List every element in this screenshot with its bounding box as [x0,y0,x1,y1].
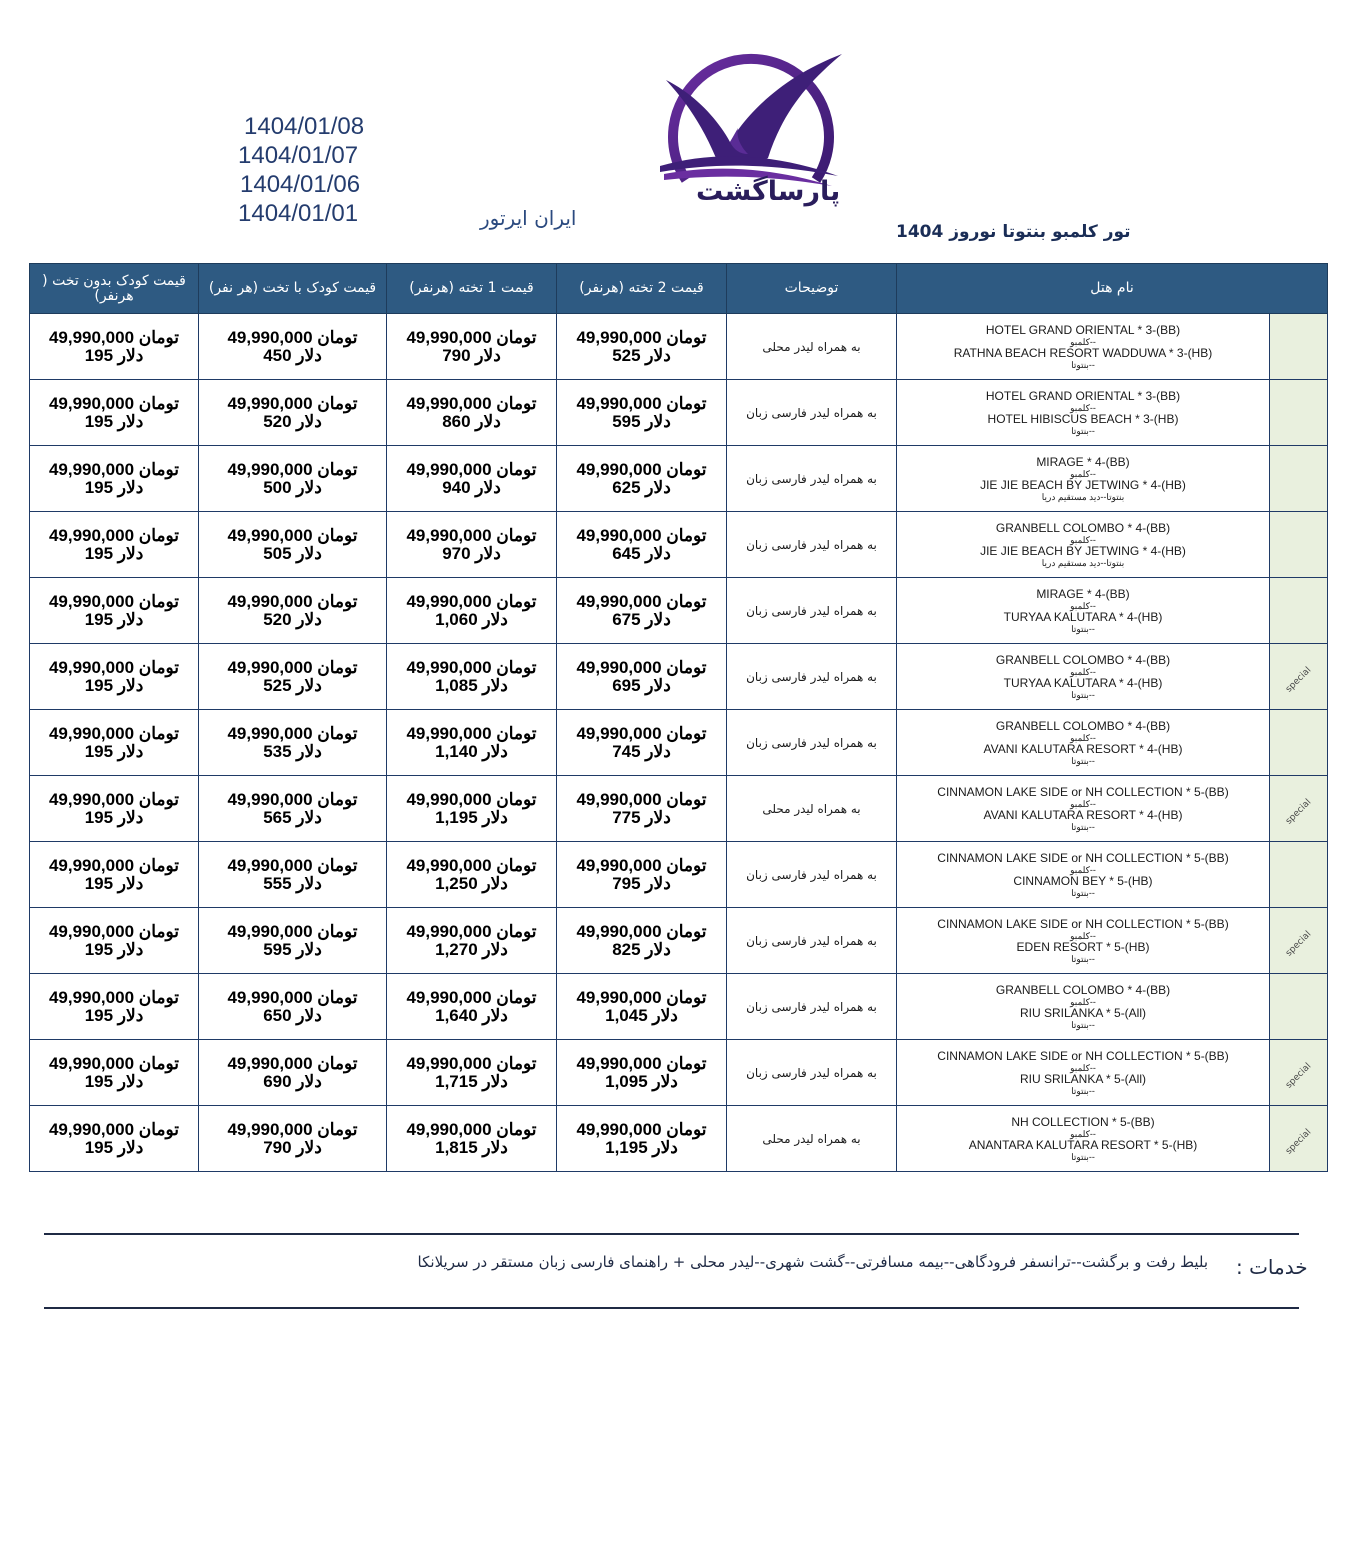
price-dollar: دلار 525 [263,675,322,695]
price-dollar: دلار 500 [263,477,322,497]
special-label: special [1283,797,1314,827]
price-dollar: دلار 970 [442,543,501,563]
city-colombo: --کلمبو [1070,402,1096,413]
double-price-cell [557,1106,727,1172]
price-dollar: دلار 1,060 [435,609,508,629]
hotel-bentota: CINNAMON BEY * 5-(HB) [1013,873,1153,888]
description-cell: به همراه لیدر فارسی زبان [727,908,897,974]
table-row [30,446,1328,512]
description-cell: به همراه لیدر محلی [727,776,897,842]
hotel-cell [897,776,1270,842]
hotel-bentota: EDEN RESORT * 5-(HB) [1016,939,1150,954]
child-nobed-price-cell [30,1106,199,1172]
description-cell: به همراه لیدر فارسی زبان [727,446,897,512]
city-bentota: --بنتوتا [1071,689,1095,700]
hotel-bentota: AVANI KALUTARA RESORT * 4-(HB) [983,807,1183,822]
hotel-cell [897,1040,1270,1106]
price-toman: تومان 49,990,000 [576,657,707,677]
child-nobed-price-cell [30,710,199,776]
special-label: special [1283,1061,1314,1091]
special-cell [1270,974,1328,1040]
price-toman: تومان 49,990,000 [227,657,358,677]
description-cell: به همراه لیدر فارسی زبان [727,644,897,710]
col-child-nobed-price: قیمت کودک بدون تخت ( هرنفر) [30,264,199,314]
child-bed-price-cell [199,974,387,1040]
price-toman: تومان 49,990,000 [48,327,180,347]
child-bed-price-cell [199,644,387,710]
price-dollar: دلار 595 [263,939,322,959]
hotel-colombo: GRANBELL COLOMBO * 4-(BB) [995,718,1171,733]
price-toman: تومان 49,990,000 [576,789,707,809]
child-nobed-price-cell [30,578,199,644]
price-dollar: دلار 790 [263,1137,322,1157]
hotel-cell [897,578,1270,644]
price-dollar: دلار 790 [442,345,501,365]
child-bed-price-cell [199,1040,387,1106]
price-dollar: دلار 1,815 [435,1137,508,1157]
hotel-bentota: AVANI KALUTARA RESORT * 4-(HB) [983,741,1183,756]
special-cell [1270,644,1328,710]
child-nobed-price-cell [30,776,199,842]
child-nobed-price-cell [30,974,199,1040]
child-bed-price-cell [199,710,387,776]
price-dollar: دلار 1,640 [435,1005,508,1025]
special-label: special [1283,929,1314,959]
price-toman: تومان 49,990,000 [227,393,358,413]
single-price-cell [387,314,557,380]
services-text: بلیط رفت و برگشت--ترانسفر فرودگاهی--بیمه مسافرتی--گشت شهری--لیدر محلی + راهنمای فارسی زبان مستقر در سریلانکا [417,1253,1208,1271]
price-toman: تومان 49,990,000 [48,987,180,1007]
special-label: special [1283,665,1314,695]
price-toman: تومان 49,990,000 [227,327,358,347]
child-bed-price-cell [199,512,387,578]
double-price-cell [557,776,727,842]
price-toman: تومان 49,990,000 [576,987,707,1007]
city-bentota: --بنتوتا [1071,755,1095,766]
price-dollar: دلار 795 [612,873,671,893]
hotel-cell [897,974,1270,1040]
single-price-cell [387,512,557,578]
price-dollar: دلار 505 [263,543,322,563]
hotel-cell [897,710,1270,776]
child-nobed-price-cell [30,842,199,908]
hotel-colombo: NH COLLECTION * 5-(BB) [1011,1114,1155,1129]
table-row [30,908,1328,974]
price-toman: تومان 49,990,000 [576,591,707,611]
city-colombo: --کلمبو [1070,732,1096,743]
price-dollar: دلار 675 [612,609,671,629]
double-price-cell [557,314,727,380]
price-dollar: دلار 595 [612,411,671,431]
col-hotel-name: نام هتل [897,264,1328,314]
price-dollar: دلار 195 [84,609,144,629]
table-row [30,1040,1328,1106]
special-cell [1270,842,1328,908]
price-dollar: دلار 1,140 [435,741,508,761]
city-colombo: --کلمبو [1070,996,1096,1007]
special-label: special [1283,1127,1314,1157]
price-dollar: دلار 1,045 [605,1005,678,1025]
hotel-cell [897,908,1270,974]
price-dollar: دلار 195 [84,1137,144,1157]
price-toman: تومان 49,990,000 [576,459,707,479]
special-cell [1270,1106,1328,1172]
child-nobed-price-cell [30,644,199,710]
col-description: توضیحات [727,264,897,314]
price-toman: تومان 49,990,000 [406,921,537,941]
double-price-cell [557,512,727,578]
child-bed-price-cell [199,1106,387,1172]
price-dollar: دلار 860 [442,411,501,431]
hotel-bentota: RIU SRILANKA * 5-(All) [1019,1071,1147,1086]
price-dollar: دلار 195 [84,1071,144,1091]
double-price-cell [557,380,727,446]
double-price-cell [557,908,727,974]
description-cell: به همراه لیدر فارسی زبان [727,974,897,1040]
description-cell: به همراه لیدر فارسی زبان [727,710,897,776]
city-bentota: بنتوتا--دید مستقیم دریا [1041,491,1125,502]
price-dollar: دلار 1,270 [435,939,508,959]
single-price-cell [387,1106,557,1172]
price-toman: تومان 49,990,000 [406,855,537,875]
table-row [30,1106,1328,1172]
price-dollar: دلار 745 [612,741,671,761]
hotel-cell [897,314,1270,380]
date-2: 1404/01/07 [238,142,359,169]
hotel-colombo: HOTEL GRAND ORIENTAL * 3-(BB) [985,388,1181,403]
price-toman: تومان 49,990,000 [406,1119,537,1139]
city-colombo: --کلمبو [1070,1128,1096,1139]
hotel-colombo: CINNAMON LAKE SIDE or NH COLLECTION * 5-(BB) [937,784,1229,799]
table-row [30,644,1328,710]
price-dollar: دلار 195 [84,939,144,959]
price-toman: تومان 49,990,000 [406,723,537,743]
price-dollar: دلار 195 [84,873,144,893]
table-row [30,512,1328,578]
hotel-cell [897,1106,1270,1172]
city-colombo: --کلمبو [1070,600,1096,611]
table-header-row [30,264,1328,314]
city-colombo: --کلمبو [1070,1062,1096,1073]
divider-bottom [44,1307,1299,1309]
child-nobed-price-cell [30,314,199,380]
price-dollar: دلار 195 [84,807,144,827]
price-dollar: دلار 520 [263,411,322,431]
price-dollar: دلار 555 [263,873,322,893]
price-toman: تومان 49,990,000 [576,855,707,875]
price-dollar: دلار 195 [84,345,144,365]
price-toman: تومان 49,990,000 [48,723,180,743]
price-dollar: دلار 1,195 [435,807,508,827]
price-toman: تومان 49,990,000 [406,987,537,1007]
table-row [30,842,1328,908]
single-price-cell [387,710,557,776]
price-toman: تومان 49,990,000 [227,1119,358,1139]
single-price-cell [387,380,557,446]
price-dollar: دلار 1,095 [605,1071,678,1091]
price-toman: تومان 49,990,000 [406,525,537,545]
child-nobed-price-cell [30,446,199,512]
price-toman: تومان 49,990,000 [227,459,358,479]
price-dollar: دلار 1,195 [605,1137,678,1157]
price-dollar: دلار 940 [442,477,501,497]
child-nobed-price-cell [30,908,199,974]
description-cell: به همراه لیدر فارسی زبان [727,842,897,908]
city-bentota: --بنتوتا [1071,1151,1095,1162]
single-price-cell [387,974,557,1040]
services-label: خدمات : [1236,1255,1308,1279]
city-bentota: --بنتوتا [1071,887,1095,898]
price-dollar: دلار 450 [263,345,322,365]
double-price-cell [557,710,727,776]
double-price-cell [557,842,727,908]
single-price-cell [387,1040,557,1106]
price-toman: تومان 49,990,000 [406,459,537,479]
hotel-colombo: HOTEL GRAND ORIENTAL * 3-(BB) [985,322,1181,337]
price-toman: تومان 49,990,000 [406,1053,537,1073]
description-cell: به همراه لیدر فارسی زبان [727,578,897,644]
price-toman: تومان 49,990,000 [576,921,707,941]
hotel-bentota: JIE JIE BEACH BY JETWING * 4-(HB) [980,477,1186,492]
price-toman: تومان 49,990,000 [227,987,358,1007]
double-price-cell [557,974,727,1040]
price-toman: تومان 49,990,000 [227,789,358,809]
double-price-cell [557,644,727,710]
special-cell [1270,710,1328,776]
price-toman: تومان 49,990,000 [576,1053,707,1073]
price-dollar: دلار 535 [263,741,322,761]
hotel-cell [897,644,1270,710]
operator-name: ایران ایرتور [480,206,577,230]
price-toman: تومان 49,990,000 [227,1053,358,1073]
hotel-bentota: ANANTARA KALUTARA RESORT * 5-(HB) [968,1137,1198,1152]
price-toman: تومان 49,990,000 [406,327,537,347]
price-toman: تومان 49,990,000 [406,657,537,677]
price-dollar: دلار 625 [612,477,671,497]
hotel-colombo: CINNAMON LAKE SIDE or NH COLLECTION * 5-(BB) [937,850,1229,865]
special-cell [1270,776,1328,842]
table-row [30,314,1328,380]
price-toman: تومان 49,990,000 [48,393,180,413]
double-price-cell [557,1040,727,1106]
child-bed-price-cell [199,842,387,908]
description-cell: به همراه لیدر فارسی زبان [727,1040,897,1106]
city-bentota: --بنتوتا [1071,359,1095,370]
price-dollar: دلار 1,085 [435,675,508,695]
single-price-cell [387,908,557,974]
tour-title: تور کلمبو بنتوتا نوروز 1404 [896,222,1131,242]
child-bed-price-cell [199,908,387,974]
hotel-cell [897,842,1270,908]
price-dollar: دلار 695 [612,675,671,695]
hotel-colombo: GRANBELL COLOMBO * 4-(BB) [995,982,1171,997]
price-toman: تومان 49,990,000 [48,921,180,941]
price-toman: تومان 49,990,000 [576,393,707,413]
price-toman: تومان 49,990,000 [48,657,180,677]
tour-dates [228,112,388,228]
hotel-cell [897,512,1270,578]
hotel-colombo: CINNAMON LAKE SIDE or NH COLLECTION * 5-(BB) [937,916,1229,931]
child-bed-price-cell [199,776,387,842]
price-dollar: دلار 1,250 [435,873,508,893]
table-row [30,710,1328,776]
city-colombo: --کلمبو [1070,468,1096,479]
price-toman: تومان 49,990,000 [227,591,358,611]
date-1: 1404/01/08 [244,113,365,140]
price-toman: تومان 49,990,000 [227,723,358,743]
col-child-bed-price: قیمت کودک با تخت (هر نفر) [199,264,387,314]
city-bentota: --بنتوتا [1071,425,1095,436]
price-toman: تومان 49,990,000 [227,525,358,545]
city-bentota: --بنتوتا [1071,953,1095,964]
price-toman: تومان 49,990,000 [576,327,707,347]
price-toman: تومان 49,990,000 [48,591,180,611]
description-cell: به همراه لیدر فارسی زبان [727,512,897,578]
single-price-cell [387,842,557,908]
hotel-colombo: MIRAGE * 4-(BB) [1036,586,1130,601]
price-toman: تومان 49,990,000 [227,855,358,875]
price-dollar: دلار 195 [84,411,144,431]
single-price-cell [387,644,557,710]
price-dollar: دلار 525 [612,345,671,365]
city-bentota: --بنتوتا [1071,1085,1095,1096]
divider-top [44,1233,1299,1235]
hotel-bentota: RATHNA BEACH RESORT WADDUWA * 3-(HB) [953,345,1213,360]
special-cell [1270,446,1328,512]
hotel-cell [897,446,1270,512]
date-3: 1404/01/06 [240,171,361,198]
price-dollar: دلار 690 [263,1071,322,1091]
special-cell [1270,908,1328,974]
col-double-price: قیمت 2 تخته (هرنفر) [557,264,727,314]
table-row [30,578,1328,644]
date-4: 1404/01/01 [238,200,359,227]
price-toman: تومان 49,990,000 [48,1119,180,1139]
child-bed-price-cell [199,446,387,512]
single-price-cell [387,578,557,644]
description-cell: به همراه لیدر فارسی زبان [727,380,897,446]
price-dollar: دلار 195 [84,675,144,695]
city-colombo: --کلمبو [1070,864,1096,875]
city-colombo: --کلمبو [1070,336,1096,347]
price-dollar: دلار 520 [263,609,322,629]
special-cell [1270,578,1328,644]
special-cell [1270,512,1328,578]
price-toman: تومان 49,990,000 [576,1119,707,1139]
price-toman: تومان 49,990,000 [48,789,180,809]
city-colombo: --کلمبو [1070,666,1096,677]
price-toman: تومان 49,990,000 [576,525,707,545]
hotel-colombo: MIRAGE * 4-(BB) [1036,454,1130,469]
special-cell [1270,314,1328,380]
price-toman: تومان 49,990,000 [406,591,537,611]
hotel-colombo: GRANBELL COLOMBO * 4-(BB) [995,520,1171,535]
price-toman: تومان 49,990,000 [576,723,707,743]
price-table [29,263,1328,1172]
double-price-cell [557,446,727,512]
hotel-cell [897,380,1270,446]
city-bentota: --بنتوتا [1071,821,1095,832]
city-colombo: --کلمبو [1070,930,1096,941]
hotel-bentota: JIE JIE BEACH BY JETWING * 4-(HB) [980,543,1186,558]
hotel-colombo: CINNAMON LAKE SIDE or NH COLLECTION * 5-(BB) [937,1048,1229,1063]
single-price-cell [387,446,557,512]
child-nobed-price-cell [30,380,199,446]
price-toman: تومان 49,990,000 [406,789,537,809]
special-cell [1270,1040,1328,1106]
hotel-bentota: TURYAA KALUTARA * 4-(HB) [1003,675,1163,690]
price-dollar: دلار 195 [84,543,144,563]
child-bed-price-cell [199,578,387,644]
child-bed-price-cell [199,380,387,446]
special-cell [1270,380,1328,446]
price-toman: تومان 49,990,000 [227,921,358,941]
single-price-cell [387,776,557,842]
price-toman: تومان 49,990,000 [48,459,180,479]
col-single-price: قیمت 1 تخته (هرنفر) [387,264,557,314]
hotel-bentota: RIU SRILANKA * 5-(All) [1019,1005,1147,1020]
table-row [30,776,1328,842]
price-dollar: دلار 1,715 [435,1071,508,1091]
child-nobed-price-cell [30,1040,199,1106]
price-dollar: دلار 775 [612,807,671,827]
table-row [30,380,1328,446]
logo-text: پارساگشت [696,176,841,207]
description-cell: به همراه لیدر محلی [727,1106,897,1172]
hotel-bentota: TURYAA KALUTARA * 4-(HB) [1003,609,1163,624]
city-colombo: --کلمبو [1070,534,1096,545]
double-price-cell [557,578,727,644]
price-toman: تومان 49,990,000 [48,525,180,545]
child-bed-price-cell [199,314,387,380]
city-bentota: --بنتوتا [1071,1019,1095,1030]
description-cell: به همراه لیدر محلی [727,314,897,380]
price-dollar: دلار 565 [263,807,322,827]
price-toman: تومان 49,990,000 [48,1053,180,1073]
price-dollar: دلار 195 [84,477,144,497]
hotel-bentota: HOTEL HIBISCUS BEACH * 3-(HB) [987,411,1179,426]
price-dollar: دلار 195 [84,741,144,761]
price-toman: تومان 49,990,000 [406,393,537,413]
price-dollar: دلار 645 [612,543,671,563]
city-bentota: --بنتوتا [1071,623,1095,634]
city-bentota: بنتوتا--دید مستقیم دریا [1041,557,1125,568]
price-dollar: دلار 650 [263,1005,322,1025]
table-row [30,974,1328,1040]
child-nobed-price-cell [30,512,199,578]
city-colombo: --کلمبو [1070,798,1096,809]
price-dollar: دلار 825 [612,939,671,959]
price-dollar: دلار 195 [84,1005,144,1025]
hotel-colombo: GRANBELL COLOMBO * 4-(BB) [995,652,1171,667]
price-toman: تومان 49,990,000 [48,855,180,875]
